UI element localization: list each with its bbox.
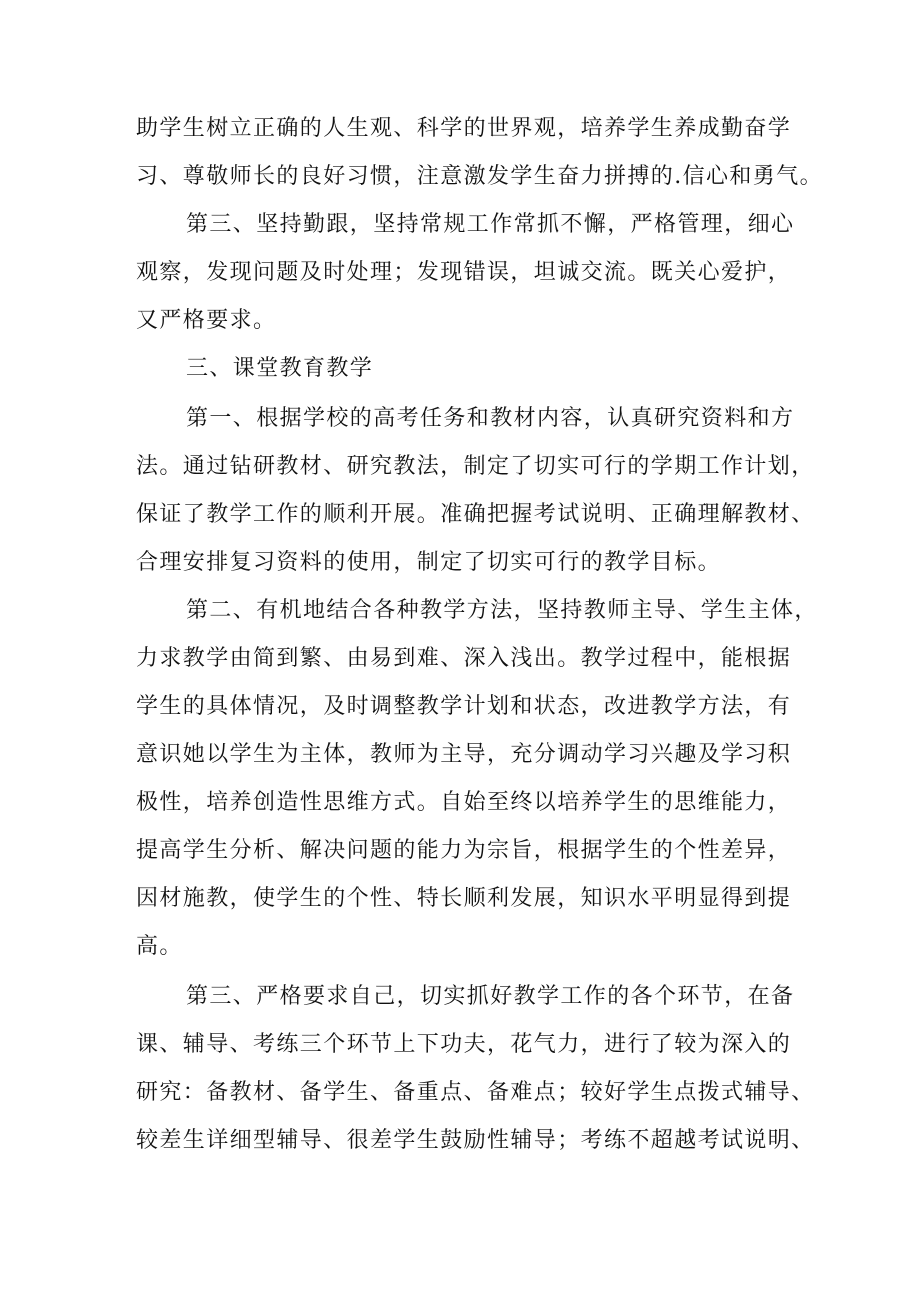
paragraph-first-line: 第三、坚持勤跟，坚持常规工作常抓不懈，严格管理，细心	[186, 212, 795, 237]
paragraph-first-line: 第三、严格要求自己，切实抓好教学工作的各个环节，在备	[186, 984, 795, 1009]
paragraph-first-line: 第一、根据学校的高考任务和教材内容，认真研究资料和方	[186, 406, 795, 431]
text-line: 又严格要求。	[136, 308, 277, 333]
text-line: 力求教学由简到繁、由易到难、深入浅出。教学过程中，能根据	[136, 646, 792, 671]
text-line: 提高学生分析、解决问题的能力为宗旨，根据学生的个性差异，	[136, 838, 792, 863]
text-line: 保证了教学工作的顺利开展。准确把握考试说明、正确理解教材、	[136, 502, 815, 527]
text-line: 较差生详细型辅导、很差学生鼓励性辅导；考练不超越考试说明、	[136, 1128, 815, 1153]
text-line: 观察，发现问题及时处理；发现错误，坦诚交流。既关心爱护，	[136, 260, 792, 285]
text-line: 因材施教，使学生的个性、特长顺利发展，知识水平明显得到提	[136, 886, 792, 911]
text-line: 助学生树立正确的人生观、科学的世界观，培养学生养成勤奋学	[136, 116, 792, 141]
text-line: 高。	[136, 934, 183, 959]
paragraph-first-line: 第二、有机地结合各种教学方法，坚持教师主导、学生主体，	[186, 598, 818, 623]
text-line: 研究：备教材、备学生、备重点、备难点；较好学生点拨式辅导、	[136, 1080, 815, 1105]
text-line: 意识她以学生为主体，教师为主导，充分调动学习兴趣及学习积	[136, 742, 792, 767]
text-line: 课、辅导、考练三个环节上下功夫，花气力，进行了较为深入的	[136, 1032, 792, 1057]
text-line: 法。通过钻研教材、研究教法，制定了切实可行的学期工作计划，	[136, 454, 815, 479]
text-line: 极性，培养创造性思维方式。自始至终以培养学生的思维能力，	[136, 790, 792, 815]
text-line: 学生的具体情况，及时调整教学计划和状态，改进教学方法，有	[136, 694, 792, 719]
text-line: 合理安排复习资料的使用，制定了切实可行的教学目标。	[136, 550, 722, 575]
section-heading: 三、课堂教育教学	[186, 356, 374, 381]
text-line: 习、尊敬师长的良好习惯，注意激发学生奋力拼搏的.信心和勇气。	[136, 164, 823, 189]
